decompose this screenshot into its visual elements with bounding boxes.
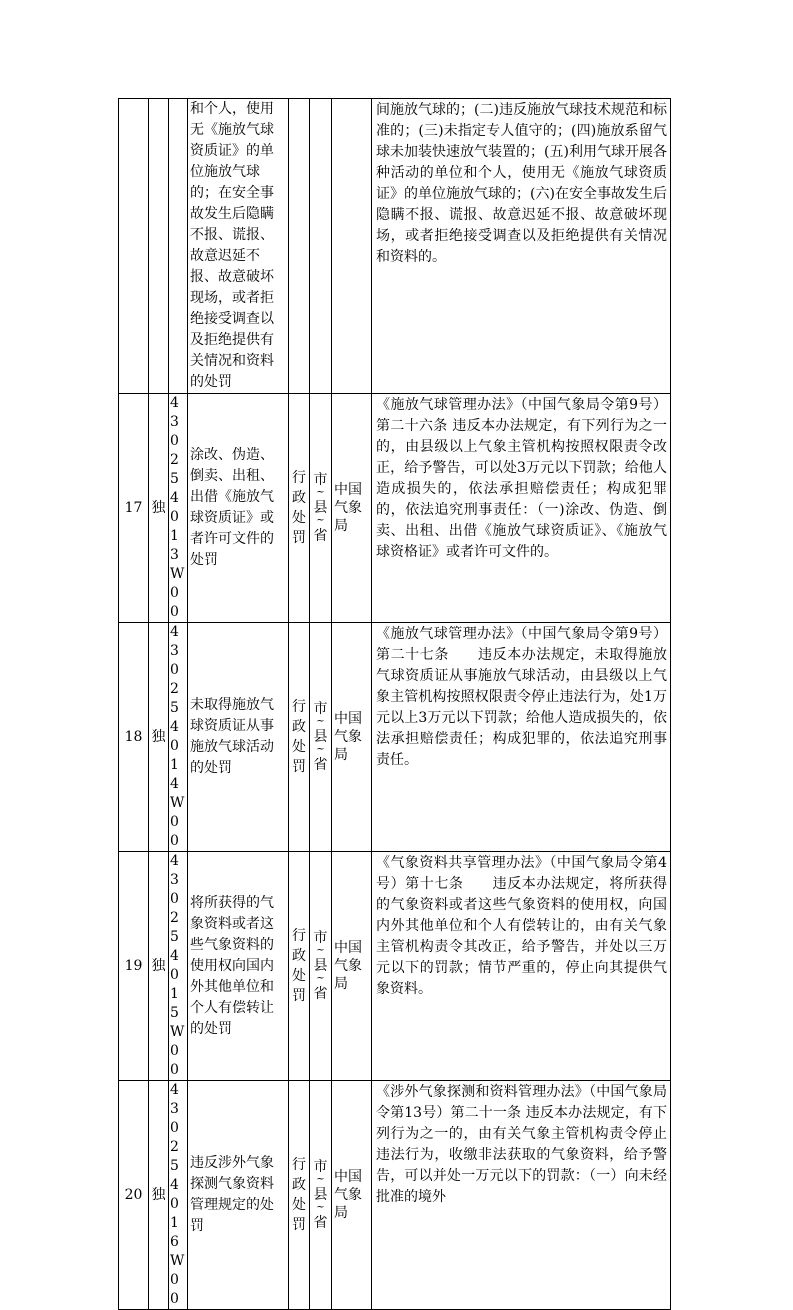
row-number: 18 — [119, 623, 149, 852]
row-org: 中国气象局 — [332, 1081, 372, 1310]
row-type: 独 — [149, 852, 169, 1081]
row-type — [149, 99, 169, 394]
row-basis: 《施放气球管理办法》（中国气象局令第9号）第二十七条 违反本办法规定，未取得施放气球资质证从事施放气球活动，由县级以上气象主管机构按照权限责令停止违法行为，处1万元以上3万元以下罚款；给他人造成损失的，依法承担赔偿责任；构成犯罪的，依法追究刑事责任。 — [372, 623, 671, 852]
row-scope: 市 ~ 县 ~ 省 — [310, 852, 332, 1081]
power-list-table — [118, 98, 671, 1310]
row-basis: 《气象资料共享管理办法》（中国气象局令第4号）第十七条 违反本办法规定，将所获得的气象资料或者这些气象资料的使用权，向国内外其他单位和个人有偿转让的，由有关气象主管机构责令其改正，给予警告，并处以三万元以下的罚款；情节严重的，停止向其提供气象资料。 — [372, 852, 671, 1081]
row-type: 独 — [149, 1081, 169, 1310]
row-basis: 《施放气球管理办法》（中国气象局令第9号）第二十六条 违反本办法规定，有下列行为之一的，由县级以上气象主管机构按照权限责令改正，给予警告，可以处3万元以下罚款；给他人造成损失的，依法承担赔偿责任；构成犯罪的，依法追究刑事责任：（一)涂改、伪造、倒卖、出租、出借《施放气球资质证》、《施放气球资格证》或者许可文件的。 — [372, 394, 671, 623]
row-org: 中国气象局 — [332, 852, 372, 1081]
table-row — [119, 99, 671, 394]
row-scope: 市 ~ 县 ~ 省 — [310, 394, 332, 623]
row-name: 违反涉外气象探测气象资料管理规定的处罚 — [188, 1081, 289, 1310]
row-code: 430254015W00 — [169, 852, 188, 1081]
table-row — [119, 1081, 671, 1310]
row-number: 19 — [119, 852, 149, 1081]
row-number: 17 — [119, 394, 149, 623]
row-kind: 行政处罚 — [289, 852, 310, 1081]
row-scope: 市 ~ 县 ~ 省 — [310, 1081, 332, 1310]
row-basis: 《涉外气象探测和资料管理办法》（中国气象局令第13号）第二十一条 违反本办法规定，有下列行为之一的，由有关气象主管机构责令停止违法行为，收缴非法获取的气象资料，给予警告，可以并处一万元以下的罚款：（一）向未经批准的境外 — [372, 1081, 671, 1310]
row-number — [119, 99, 149, 394]
row-code: 430254014W00 — [169, 623, 188, 852]
row-scope — [310, 99, 332, 394]
row-kind: 行政处罚 — [289, 394, 310, 623]
row-kind — [289, 99, 310, 394]
row-code — [169, 99, 188, 394]
row-kind: 行政处罚 — [289, 1081, 310, 1310]
row-name: 涂改、伪造、倒卖、出租、出借《施放气球资质证》或者许可文件的处罚 — [188, 394, 289, 623]
row-kind: 行政处罚 — [289, 623, 310, 852]
row-org: 中国气象局 — [332, 394, 372, 623]
row-org — [332, 99, 372, 394]
table-row — [119, 852, 671, 1081]
table-row — [119, 623, 671, 852]
row-number: 20 — [119, 1081, 149, 1310]
table-row — [119, 394, 671, 623]
row-name: 和个人，使用无《施放气球资质证》的单位施放气球的；在安全事故发生后隐瞒不报、谎报、故意迟延不报、故意破坏现场，或者拒绝接受调查以及拒绝提供有关情况和资料的处罚 — [188, 99, 289, 394]
row-org: 中国气象局 — [332, 623, 372, 852]
row-basis: 间施放气球的；(二)违反施放气球技术规范和标准的；(三)未指定专人值守的；(四)施放系留气球未加装快速放气装置的；(五)利用气球开展各种活动的单位和个人，使用无《施放气球资质证》的单位施放气球的；(六)在安全事故发生后隐瞒不报、谎报、故意迟延不报、故意破坏现场，或者拒绝接受调查以及拒绝提供有关情况和资料的。 — [372, 99, 671, 394]
row-code: 430254016W00 — [169, 1081, 188, 1310]
row-type: 独 — [149, 394, 169, 623]
row-scope: 市 ~ 县 ~ 省 — [310, 623, 332, 852]
row-name: 将所获得的气象资料或者这些气象资料的使用权向国内外其他单位和个人有偿转让的处罚 — [188, 852, 289, 1081]
row-code: 430254013W00 — [169, 394, 188, 623]
row-name: 未取得施放气球资质证从事施放气球活动的处罚 — [188, 623, 289, 852]
row-type: 独 — [149, 623, 169, 852]
